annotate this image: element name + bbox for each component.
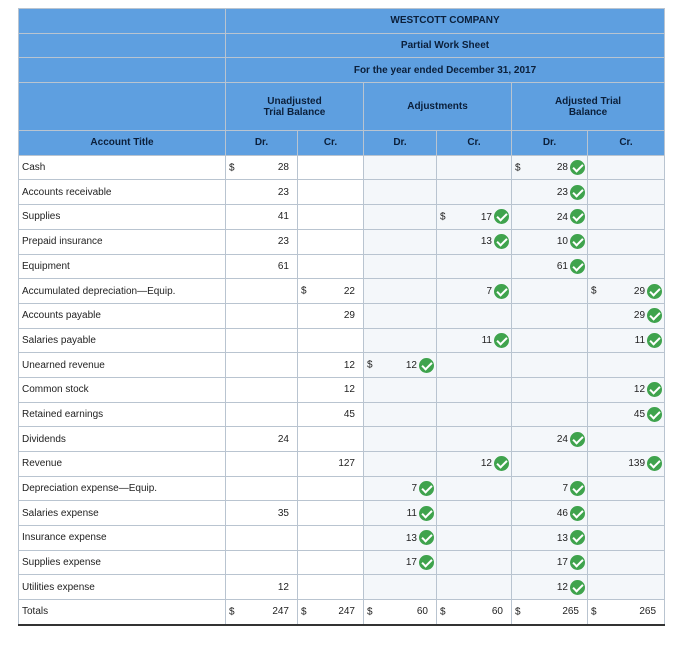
dollar-sign: $	[367, 606, 373, 618]
header-blank	[19, 58, 226, 83]
atb-cr-cell[interactable]	[588, 377, 665, 402]
check-icon	[647, 456, 662, 471]
cell-value: 11	[481, 335, 492, 347]
cell-value: 45	[343, 408, 355, 420]
account-title: Prepaid insurance	[19, 229, 226, 254]
adj-dr-cell[interactable]	[364, 550, 437, 575]
atb-cr-cell[interactable]	[588, 229, 665, 254]
dollar-sign: $	[367, 359, 373, 371]
atb-cr-cell[interactable]	[588, 279, 665, 304]
adj-dr-cell[interactable]	[364, 155, 437, 180]
table-row	[19, 427, 665, 452]
adj-dr-cell[interactable]	[364, 575, 437, 600]
utb-dr-cell	[226, 155, 298, 180]
atb-cr-cell[interactable]	[588, 427, 665, 452]
check-icon	[647, 407, 662, 422]
cell-value: 13	[556, 532, 568, 544]
totals-row	[19, 600, 665, 625]
atb-dr-cell	[512, 600, 588, 625]
account-title-header: Account Title	[19, 131, 226, 156]
atb-dr-cell[interactable]	[512, 205, 588, 230]
cell-value: 139	[628, 458, 646, 470]
table-row	[19, 501, 665, 526]
cell-value: 17	[556, 557, 568, 569]
utb-cr-cell	[298, 402, 364, 427]
utb-dr-cell	[226, 353, 298, 378]
cell-value: 13	[480, 236, 492, 248]
atb-cr-cell[interactable]	[588, 353, 665, 378]
table-row	[19, 180, 665, 205]
utb-dr-cell	[226, 303, 298, 328]
atb-dr-cell[interactable]	[512, 476, 588, 501]
cell-value: 17	[480, 211, 492, 223]
atb-dr-cell[interactable]	[512, 353, 588, 378]
table-row	[19, 303, 665, 328]
cell-value: 11	[634, 335, 646, 347]
utb-dr-cell	[226, 476, 298, 501]
utb-cr-cell	[298, 180, 364, 205]
adj-cr-cell[interactable]	[437, 229, 512, 254]
cell-value: 7	[562, 483, 568, 495]
account-title: Retained earnings	[19, 402, 226, 427]
utb-cr-cell	[298, 303, 364, 328]
utb-dr-cell	[226, 427, 298, 452]
adj-cr-cell[interactable]	[437, 155, 512, 180]
check-icon	[494, 234, 509, 249]
adj-cr-cell[interactable]	[437, 526, 512, 551]
check-icon	[647, 382, 662, 397]
table-row	[19, 550, 665, 575]
dollar-sign: $	[229, 606, 235, 618]
adj-cr-cell[interactable]	[437, 452, 512, 477]
check-icon	[570, 481, 585, 496]
cell-value: 46	[556, 507, 568, 519]
adj-dr-cell[interactable]	[364, 279, 437, 304]
adj-dr-cell[interactable]	[364, 402, 437, 427]
header-blank	[19, 33, 226, 58]
account-title: Supplies expense	[19, 550, 226, 575]
adj-cr-cell[interactable]	[437, 550, 512, 575]
cell-value: 247	[272, 606, 289, 618]
dollar-sign: $	[301, 285, 307, 297]
atb-cr-cell[interactable]	[588, 402, 665, 427]
adj-cr-cell[interactable]	[437, 303, 512, 328]
atb-dr-cell[interactable]	[512, 377, 588, 402]
cell-value: 24	[556, 433, 568, 445]
adj-dr-header: Dr.	[364, 131, 437, 156]
adj-dr-cell[interactable]	[364, 377, 437, 402]
dollar-sign: $	[440, 606, 446, 618]
adj-cr-cell[interactable]	[437, 575, 512, 600]
check-icon	[570, 160, 585, 175]
check-icon	[494, 333, 509, 348]
cell-value: 12	[343, 384, 355, 396]
check-icon	[570, 185, 585, 200]
adj-cr-cell[interactable]	[437, 501, 512, 526]
dollar-sign: $	[229, 162, 235, 174]
check-icon	[570, 580, 585, 595]
atb-cr-cell[interactable]	[588, 328, 665, 353]
header-blank	[19, 9, 226, 34]
utb-cr-cell	[298, 377, 364, 402]
cell-value: 7	[486, 285, 492, 297]
utb-cr-cell	[298, 254, 364, 279]
utb-dr-cell	[226, 575, 298, 600]
dollar-sign: $	[591, 606, 597, 618]
cell-value: 12	[633, 384, 646, 396]
cell-value: 28	[277, 162, 289, 174]
dollar-sign: $	[440, 211, 446, 223]
table-row	[19, 353, 665, 378]
account-title: Unearned revenue	[19, 353, 226, 378]
cell-value: 12	[277, 581, 289, 593]
account-title: Accounts payable	[19, 303, 226, 328]
utb-dr-cell	[226, 526, 298, 551]
table-row	[19, 452, 665, 477]
check-icon	[494, 284, 509, 299]
utb-cr-header: Cr.	[298, 131, 364, 156]
cell-value: 23	[556, 186, 568, 198]
adj-dr-cell[interactable]	[364, 476, 437, 501]
check-icon	[570, 432, 585, 447]
account-title: Salaries expense	[19, 501, 226, 526]
group-unadjusted: Unadjusted Trial Balance	[226, 83, 364, 131]
account-title: Common stock	[19, 377, 226, 402]
account-title: Insurance expense	[19, 526, 226, 551]
utb-dr-cell	[226, 501, 298, 526]
utb-dr-cell	[226, 180, 298, 205]
cell-value: 127	[338, 458, 355, 470]
utb-dr-cell	[226, 452, 298, 477]
utb-cr-cell	[298, 205, 364, 230]
atb-cr-header: Cr.	[588, 131, 665, 156]
table-row	[19, 229, 665, 254]
cell-value: 265	[562, 606, 579, 618]
cell-value: 23	[277, 236, 289, 248]
work-sheet-rows	[19, 155, 665, 625]
cell-value: 29	[633, 310, 646, 322]
adj-cr-cell[interactable]	[437, 180, 512, 205]
cell-value: 17	[405, 557, 417, 569]
utb-cr-cell	[298, 600, 364, 625]
table-row	[19, 205, 665, 230]
cell-value: 60	[491, 606, 503, 618]
adj-cr-cell[interactable]	[437, 377, 512, 402]
check-icon	[419, 506, 434, 521]
cell-value: 61	[556, 260, 568, 272]
table-row	[19, 476, 665, 501]
table-row	[19, 328, 665, 353]
utb-cr-cell	[298, 229, 364, 254]
adj-cr-cell[interactable]	[437, 427, 512, 452]
adj-dr-cell[interactable]	[364, 501, 437, 526]
cell-value: 35	[277, 507, 289, 519]
utb-cr-cell	[298, 575, 364, 600]
table-row	[19, 155, 665, 180]
check-icon	[419, 555, 434, 570]
adj-dr-cell[interactable]	[364, 303, 437, 328]
atb-cr-cell[interactable]	[588, 452, 665, 477]
atb-cr-cell	[588, 600, 665, 625]
account-title: Depreciation expense—Equip.	[19, 476, 226, 501]
account-title: Dividends	[19, 427, 226, 452]
table-row	[19, 377, 665, 402]
utb-cr-cell	[298, 353, 364, 378]
atb-dr-cell[interactable]	[512, 303, 588, 328]
adj-dr-cell[interactable]	[364, 205, 437, 230]
adj-dr-cell[interactable]	[364, 180, 437, 205]
cell-value: 12	[556, 581, 568, 593]
check-icon	[419, 481, 434, 496]
atb-dr-cell[interactable]	[512, 501, 588, 526]
cell-value: 247	[338, 606, 355, 618]
atb-dr-cell[interactable]	[512, 427, 588, 452]
adj-dr-cell[interactable]	[364, 526, 437, 551]
atb-dr-cell[interactable]	[512, 279, 588, 304]
check-icon	[647, 284, 662, 299]
dollar-sign: $	[515, 162, 521, 174]
check-icon	[570, 530, 585, 545]
table-row	[19, 279, 665, 304]
check-icon	[647, 308, 662, 323]
table-row	[19, 575, 665, 600]
atb-dr-cell[interactable]	[512, 575, 588, 600]
utb-dr-header: Dr.	[226, 131, 298, 156]
atb-dr-cell[interactable]	[512, 550, 588, 575]
utb-dr-cell	[226, 279, 298, 304]
account-title: Accumulated depreciation—Equip.	[19, 279, 226, 304]
atb-dr-cell[interactable]	[512, 452, 588, 477]
adj-cr-cell[interactable]	[437, 328, 512, 353]
utb-dr-cell	[226, 402, 298, 427]
account-title: Cash	[19, 155, 226, 180]
adj-cr-cell[interactable]	[437, 353, 512, 378]
table-row	[19, 402, 665, 427]
utb-dr-cell	[226, 550, 298, 575]
account-title: Salaries payable	[19, 328, 226, 353]
cell-value: 41	[277, 211, 289, 223]
cell-value: 10	[556, 236, 568, 248]
utb-dr-cell	[226, 377, 298, 402]
utb-dr-cell	[226, 328, 298, 353]
dollar-sign: $	[301, 606, 307, 618]
dollar-sign: $	[591, 285, 597, 297]
adj-dr-cell[interactable]	[364, 452, 437, 477]
cell-value: 13	[405, 532, 417, 544]
cell-value: 22	[343, 285, 355, 297]
check-icon	[570, 209, 585, 224]
atb-cr-cell[interactable]	[588, 254, 665, 279]
cell-value: 60	[416, 606, 428, 618]
atb-dr-cell[interactable]	[512, 254, 588, 279]
cell-value: 23	[277, 186, 289, 198]
cell-value: 28	[556, 162, 568, 174]
cell-value: 29	[343, 310, 355, 322]
account-title: Supplies	[19, 205, 226, 230]
cell-value: 24	[556, 211, 568, 223]
adj-dr-cell[interactable]	[364, 427, 437, 452]
header-blank	[19, 83, 226, 131]
adj-cr-cell	[437, 600, 512, 625]
atb-dr-cell[interactable]	[512, 402, 588, 427]
utb-cr-cell	[298, 526, 364, 551]
dollar-sign: $	[515, 606, 521, 618]
utb-cr-cell	[298, 476, 364, 501]
account-title: Totals	[19, 600, 226, 625]
adj-dr-cell[interactable]	[364, 229, 437, 254]
atb-dr-cell[interactable]	[512, 328, 588, 353]
atb-cr-cell[interactable]	[588, 205, 665, 230]
check-icon	[494, 456, 509, 471]
atb-dr-cell[interactable]	[512, 526, 588, 551]
atb-cr-cell[interactable]	[588, 180, 665, 205]
cell-value: 12	[405, 359, 417, 371]
adj-dr-cell[interactable]	[364, 353, 437, 378]
cell-value: 12	[343, 359, 355, 371]
adj-cr-cell[interactable]	[437, 476, 512, 501]
table-row	[19, 254, 665, 279]
account-title: Accounts receivable	[19, 180, 226, 205]
atb-cr-cell[interactable]	[588, 303, 665, 328]
check-icon	[570, 555, 585, 570]
cell-value: 265	[639, 606, 657, 618]
atb-dr-cell[interactable]	[512, 180, 588, 205]
atb-dr-cell[interactable]	[512, 229, 588, 254]
cell-value: 12	[480, 458, 492, 470]
adj-dr-cell	[364, 600, 437, 625]
check-icon	[419, 358, 434, 373]
atb-dr-header: Dr.	[512, 131, 588, 156]
sheet-title: Partial Work Sheet	[226, 33, 665, 58]
adj-cr-cell[interactable]	[437, 254, 512, 279]
account-title: Equipment	[19, 254, 226, 279]
atb-cr-cell[interactable]	[588, 575, 665, 600]
table-row	[19, 526, 665, 551]
adj-cr-cell[interactable]	[437, 279, 512, 304]
check-icon	[647, 333, 662, 348]
atb-cr-cell[interactable]	[588, 526, 665, 551]
adj-dr-cell[interactable]	[364, 254, 437, 279]
utb-dr-cell	[226, 229, 298, 254]
utb-cr-cell	[298, 328, 364, 353]
utb-cr-cell	[298, 427, 364, 452]
utb-dr-cell	[226, 205, 298, 230]
check-icon	[570, 234, 585, 249]
atb-cr-cell[interactable]	[588, 550, 665, 575]
cell-value: 7	[411, 483, 417, 495]
utb-cr-cell	[298, 501, 364, 526]
check-icon	[570, 506, 585, 521]
adj-cr-cell[interactable]	[437, 402, 512, 427]
group-adjustments: Adjustments	[364, 83, 512, 131]
adj-dr-cell[interactable]	[364, 328, 437, 353]
cell-value: 11	[406, 507, 417, 519]
utb-dr-cell	[226, 600, 298, 625]
cell-value: 61	[277, 260, 289, 272]
work-sheet	[18, 8, 664, 626]
atb-cr-cell[interactable]	[588, 476, 665, 501]
company-name: WESTCOTT COMPANY	[226, 9, 665, 34]
utb-cr-cell	[298, 550, 364, 575]
check-icon	[419, 530, 434, 545]
utb-cr-cell	[298, 452, 364, 477]
account-title: Revenue	[19, 452, 226, 477]
check-icon	[494, 209, 509, 224]
cell-value: 45	[633, 409, 646, 421]
account-title: Utilities expense	[19, 575, 226, 600]
cell-value: 24	[277, 433, 289, 445]
group-adjusted: Adjusted Trial Balance	[512, 83, 665, 131]
atb-cr-cell[interactable]	[588, 155, 665, 180]
utb-cr-cell	[298, 279, 364, 304]
adj-cr-header: Cr.	[437, 131, 512, 156]
adj-cr-cell[interactable]	[437, 205, 512, 230]
work-sheet-table	[18, 8, 665, 626]
check-icon	[570, 259, 585, 274]
atb-cr-cell[interactable]	[588, 501, 665, 526]
period-label: For the year ended December 31, 2017	[226, 58, 665, 83]
cell-value: 29	[633, 285, 646, 297]
utb-dr-cell	[226, 254, 298, 279]
atb-dr-cell[interactable]	[512, 155, 588, 180]
utb-cr-cell	[298, 155, 364, 180]
